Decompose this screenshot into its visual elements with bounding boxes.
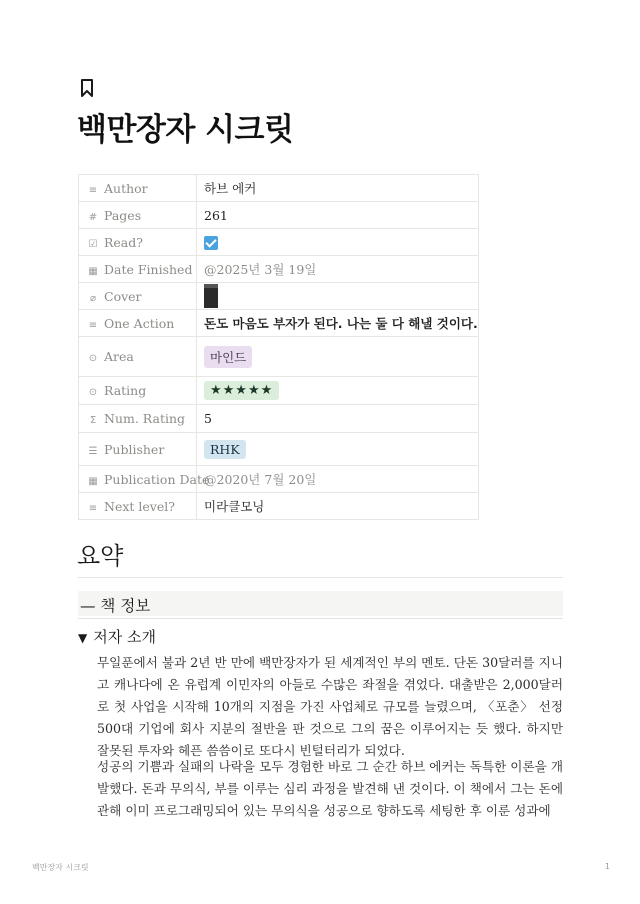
toggle-triangle-icon[interactable]: ▼ [78,631,88,645]
paperclip-icon: ⌀ [89,292,97,304]
property-value-next-level[interactable]: 미라클모닝 [204,499,265,514]
checkbox-icon: ☑ [88,238,98,250]
property-label: Pages [104,207,142,223]
property-value-date-finished[interactable]: @2025년 3월 19일 [204,262,317,277]
property-row-area[interactable] [79,337,479,377]
cover-thumbnail[interactable] [204,284,218,308]
property-value-author[interactable]: 하브 에커 [204,181,257,196]
property-row-cover[interactable] [79,283,479,310]
heading-summary: 요약 [77,542,124,570]
heading2-background [78,591,563,616]
property-row-publication-date[interactable] [79,466,479,493]
sigma-icon: Σ [89,415,97,426]
property-label: One Action [104,315,175,331]
read-checkbox[interactable] [204,236,218,250]
paragraph: 무일푼에서 불과 2년 반 만에 백만장자가 된 세계적인 부의 멘토. 단돈 30달러를 지니고 캐나다에 온 유럽계 이민자의 아들로 수많은 좌절을 겪었다. 대출받은 2,000달러로 첫 사업을 시작해 10개의 지점을 가진 사업체로 규모를 늘렸으며, 〈포춘〉 선정 500대 기업에 회사 지분의 절반을 판 것으로 그의 꿈은 이루어지는 듯 했다. 하지만 잘못된 투자와 헤픈 씀씀이로 또다시 빈털터리가 되었다. [97,655,563,758]
property-label: Area [104,349,134,364]
property-row-next-level[interactable] [79,493,479,520]
property-value-publication-date[interactable]: @2020년 7월 20일 [204,472,317,487]
property-row-publisher[interactable] [79,433,479,466]
property-label: Publication Date [104,471,210,487]
text-lines-icon: ≡ [88,184,98,196]
property-row-pages[interactable] [79,202,479,229]
area-tag[interactable]: 마인드 [204,346,252,368]
calendar-icon: ▦ [88,265,98,277]
select-icon: ⊙ [88,353,98,364]
paragraph: 성공의 기쁨과 실패의 나락을 모두 경험한 바로 그 순간 하브 에커는 독특한 이론을 개발했다. 돈과 무의식, 부를 이루는 심리 과정을 발견해 낸 것이다. 이 책에서 그는 돈에 관해 이미 프로그래밍되어 있는 무의식을 성공으로 향하도록 세팅한 후 이룬 성과에 [97,759,563,818]
property-label: Publisher [104,441,165,457]
select-icon: ⊙ [88,387,98,398]
toggle-heading-label: 저자 소개 [93,628,156,646]
heading-divider [78,577,563,578]
property-label: Num. Rating [104,411,186,426]
footer-title: 백만장자 시크릿 [32,863,89,872]
property-row-read[interactable] [79,229,479,256]
footer-page-number: 1 [604,862,610,871]
property-label: Read? [104,234,143,250]
property-label: Author [104,180,148,196]
property-row-rating[interactable] [79,377,479,405]
text-lines-icon: ≡ [88,319,98,331]
property-label: Next level? [104,498,175,514]
toggle-heading-author-intro[interactable] [78,626,156,647]
bookmark-icon [78,78,96,98]
publisher-tag[interactable]: RHK [204,440,246,459]
property-value-pages[interactable]: 261 [204,207,228,223]
property-label: Date Finished [104,261,193,277]
property-value-num-rating[interactable]: 5 [204,411,212,426]
heading2-divider [78,618,563,619]
property-label: Rating [104,383,147,398]
property-row-date-finished[interactable] [79,256,479,283]
property-row-author[interactable] [79,175,479,202]
properties-table [78,174,479,520]
number-icon: # [88,211,98,223]
rating-tag[interactable]: ★★★★★ [204,381,279,400]
text-lines-icon: ≡ [88,502,98,514]
property-row-num-rating[interactable] [79,405,479,433]
property-label: Cover [104,288,142,304]
page-title: 백만장자 시크릿 [77,112,294,148]
property-value-one-action[interactable]: 돈도 마음도 부자가 된다. 나는 둘 다 해낼 것이다. [204,316,478,331]
list-icon: ☰ [88,445,98,457]
heading-book-info: — 책 정보 [80,597,151,615]
property-row-one-action[interactable] [79,310,479,337]
calendar-icon: ▦ [88,475,98,487]
